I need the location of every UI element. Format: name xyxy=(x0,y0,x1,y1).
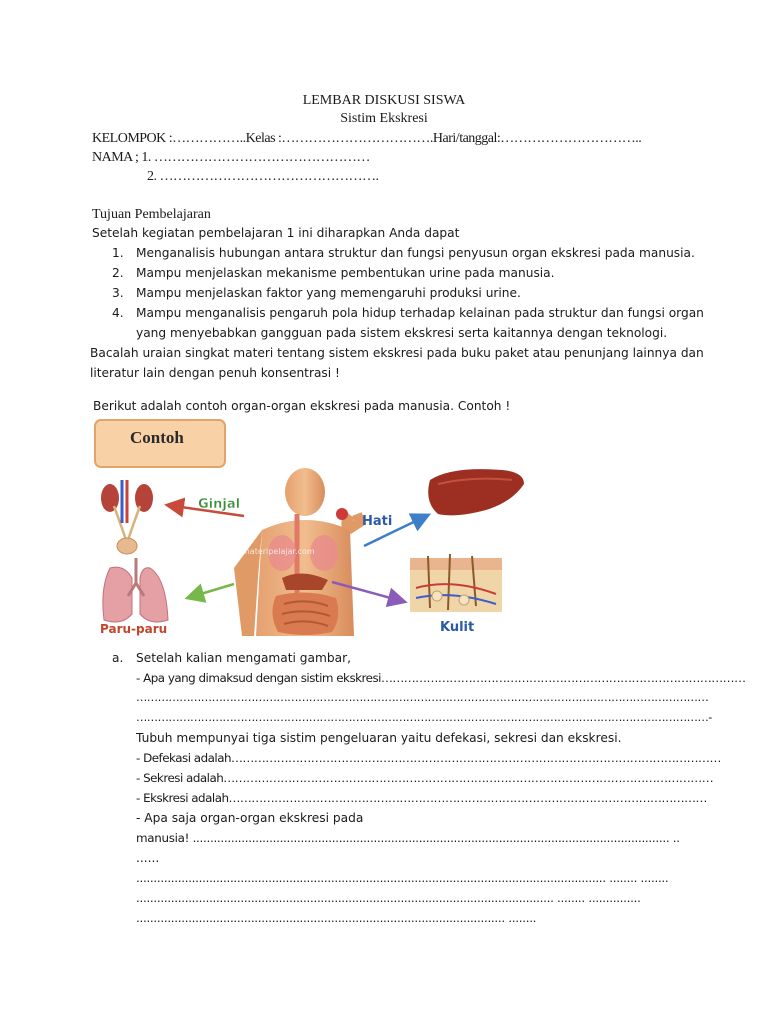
objective-number: 1. xyxy=(112,246,124,260)
kelompok-line: KELOMPOK :……………..Kelas :…………………………….Hari/tanggal:………………………….. xyxy=(92,131,642,146)
contoh-banner xyxy=(95,420,225,467)
example-lead: Berikut adalah contoh organ-organ ekskresi pada manusia. Contoh ! xyxy=(93,399,511,413)
question-marker: a. xyxy=(112,651,124,665)
label-hati: Hati xyxy=(362,514,393,529)
objective-text: Mampu menganalisis pengaruh pola hidup terhadap kelainan pada struktur dan fungsi organ xyxy=(136,306,704,320)
section-heading: Tujuan Pembelajaran xyxy=(92,207,211,222)
objective-number: 3. xyxy=(112,286,124,300)
question-line: - Defekasi adalah………………………………………………………………………………………………………………… xyxy=(136,751,721,765)
answer-line: ...... xyxy=(136,851,160,865)
label-paru-paru: Paru-paru xyxy=(100,622,168,636)
question-line: manusia! ......................................................................................................................................... .. xyxy=(136,831,680,845)
page-subtitle: Sistim Ekskresi xyxy=(340,111,428,126)
human-body-illustration xyxy=(234,468,360,636)
answer-line: ........................................................................................................................ ........ ............... xyxy=(136,891,641,905)
objective-text: Mampu menjelaskan faktor yang memengaruhi produksi urine. xyxy=(136,286,521,300)
excretory-organs-figure xyxy=(92,418,534,636)
objective-number: 4. xyxy=(112,306,124,320)
objective-number: 2. xyxy=(112,266,124,280)
watermark: materipelajar.com xyxy=(242,547,315,556)
objective-text: Menganalisis hubungan antara struktur dan fungsi penyusun organ ekskresi pada manusia. xyxy=(136,246,695,260)
liver-illustration xyxy=(428,469,524,515)
label-kulit: Kulit xyxy=(440,620,475,635)
question-line: Tubuh mempunyai tiga sistim pengeluaran yaitu defekasi, sekresi dan ekskresi. xyxy=(136,731,622,745)
question-line: - Apa yang dimaksud dengan sistim ekskresi…………………………………………………………………………………… xyxy=(136,671,746,685)
reading-instruction-2: literatur lain dengan penuh konsentrasi ! xyxy=(90,366,340,380)
skin-illustration xyxy=(410,554,502,612)
lungs-illustration xyxy=(103,558,168,622)
kidney-illustration xyxy=(101,480,153,554)
question-line: - Apa saja organ-organ ekskresi pada xyxy=(136,811,364,825)
nama-line: NAMA ; 1. ………………………………………… xyxy=(92,150,370,165)
arrow-to-lungs xyxy=(194,584,234,596)
objective-text: Mampu menjelaskan mekanisme pembentukan urine pada manusia. xyxy=(136,266,555,280)
question-line: - Ekskresi adalah……………………………………………………………………………………………………………… xyxy=(136,791,707,805)
question-line: - Sekresi adalah………………………………………………………………………………………………………………… xyxy=(136,771,714,785)
intro-lead: Setelah kegiatan pembelajaran 1 ini diharapkan Anda dapat xyxy=(92,226,460,240)
nama-line-2: 2. …………………………………………. xyxy=(147,169,379,184)
answer-line: ....................................................................................................................................... ........ ........ xyxy=(136,871,669,885)
label-ginjal: Ginjal xyxy=(198,497,241,512)
answer-line: .......................................................................................................... ........ xyxy=(136,911,537,925)
objective-text-cont: yang menyebabkan gangguan pada sistem ekskresi serta kaitannya dengan teknologi. xyxy=(136,326,668,340)
answer-line: ……………………………………………………………………………………………………………………………………………- xyxy=(136,711,712,724)
answer-line: …………………………………………………………………………………………………………………………………………… xyxy=(136,691,709,704)
reading-instruction-1: Bacalah uraian singkat materi tentang sistem ekskresi pada buku paket atau penunjang lainnya dan xyxy=(90,346,704,360)
question-line: Setelah kalian mengamati gambar, xyxy=(136,651,351,665)
page-title: LEMBAR DISKUSI SISWA xyxy=(302,93,466,108)
banner-label: Contoh xyxy=(130,428,184,447)
